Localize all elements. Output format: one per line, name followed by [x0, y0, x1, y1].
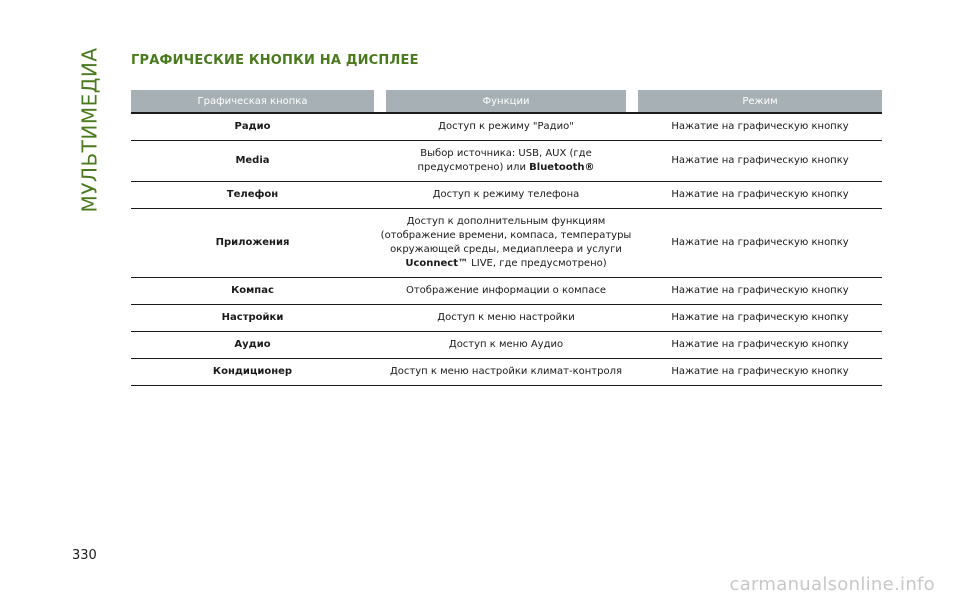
row-function [374, 141, 638, 182]
row-function [374, 209, 638, 278]
row-button-name: Кондиционер [131, 359, 374, 386]
row-button-name: Радио [131, 113, 374, 141]
section-side-title-text: МУЛЬТИМЕДИА [78, 47, 103, 213]
function-line [376, 257, 636, 271]
function-line [376, 229, 636, 243]
table-row [131, 332, 882, 359]
table-row [131, 209, 882, 278]
table-header-row [131, 90, 882, 113]
row-button-name: Приложения [131, 209, 374, 278]
row-function [374, 359, 638, 386]
page-number: 330 [72, 548, 97, 563]
function-line [376, 284, 636, 298]
row-function [374, 182, 638, 209]
row-function [374, 332, 638, 359]
function-text: Доступ к режиму "Радио" [438, 121, 574, 132]
row-function [374, 113, 638, 141]
function-line [376, 188, 636, 202]
row-mode: Нажатие на графическую кнопку [638, 141, 882, 182]
row-mode: Нажатие на графическую кнопку [638, 278, 882, 305]
column-header-mode: Режим [638, 90, 882, 113]
function-text: Доступ к меню Аудио [448, 339, 564, 350]
function-text: Доступ к меню настройки климат-контроля [389, 366, 623, 377]
table-body [131, 113, 882, 386]
watermark: carmanualsonline.info [729, 574, 935, 595]
function-text: LIVE, где предусмотрено) [468, 258, 607, 269]
function-text: предусмотрено) или [417, 162, 530, 173]
function-text: Выбор источника: USB, AUX (где [420, 148, 592, 159]
page-heading: ГРАФИЧЕСКИЕ КНОПКИ НА ДИСПЛЕЕ [131, 53, 419, 68]
function-bold-text: Uconnect™ [405, 258, 468, 269]
function-line [376, 215, 636, 229]
table-row [131, 359, 882, 386]
row-button-name: Аудио [131, 332, 374, 359]
column-gap [626, 90, 638, 113]
table-row [131, 113, 882, 141]
function-text: окружающей среды, медиаплеера и услуги [390, 244, 622, 255]
function-line [376, 311, 636, 325]
section-side-title [73, 45, 107, 215]
table-row [131, 182, 882, 209]
row-function [374, 305, 638, 332]
column-gap [374, 90, 386, 113]
row-mode: Нажатие на графическую кнопку [638, 332, 882, 359]
function-text: Доступ к меню настройки [437, 312, 575, 323]
row-button-name: Телефон [131, 182, 374, 209]
table-row [131, 141, 882, 182]
buttons-table [131, 90, 882, 386]
function-line [376, 365, 636, 379]
table-row [131, 305, 882, 332]
table-row [131, 278, 882, 305]
column-header-functions: Функции [386, 90, 626, 113]
row-function [374, 278, 638, 305]
row-mode: Нажатие на графическую кнопку [638, 359, 882, 386]
function-line [376, 161, 636, 175]
function-line [376, 147, 636, 161]
column-header-button: Графическая кнопка [131, 90, 374, 113]
row-button-name: Настройки [131, 305, 374, 332]
function-text: (отображение времени, компаса, температуры [380, 230, 632, 241]
row-mode: Нажатие на графическую кнопку [638, 182, 882, 209]
row-mode: Нажатие на графическую кнопку [638, 305, 882, 332]
row-mode: Нажатие на графическую кнопку [638, 209, 882, 278]
function-line [376, 338, 636, 352]
function-text: Отображение информации о компасе [405, 285, 606, 296]
function-bold-text: Bluetooth® [529, 162, 595, 173]
function-line [376, 243, 636, 257]
function-text: Доступ к режиму телефона [432, 189, 580, 200]
row-button-name: Компас [131, 278, 374, 305]
row-mode: Нажатие на графическую кнопку [638, 113, 882, 141]
function-text: Доступ к дополнительным функциям [406, 216, 606, 227]
function-line [376, 120, 636, 134]
row-button-name: Media [131, 141, 374, 182]
